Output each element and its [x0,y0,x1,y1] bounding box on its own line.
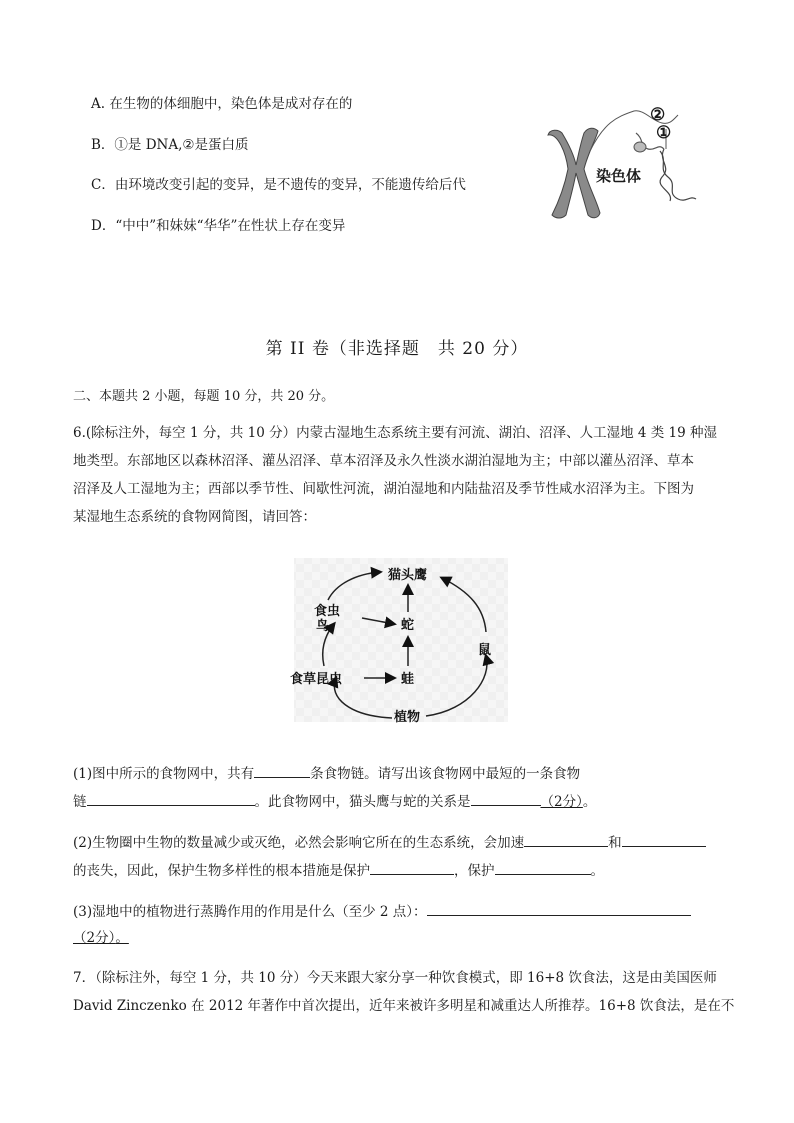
option-a: A. 在生物的体细胞中，染色体是成对存在的 [91,96,353,112]
answer-blank-protect-2[interactable] [495,860,591,875]
sub2-text-d: ，保护 [454,863,495,879]
sub2-text-a: (2)生物圈中生物的数量减少或灭绝，必然会影响它所在的生态系统，会加速 [73,835,525,851]
chromosome-label: 染色体 [596,167,642,185]
option-d: D．“中中”和妹妹“华华”在性状上存在变异 [91,218,346,234]
node-frog: 蛙 [401,672,415,687]
answer-blank-transpiration[interactable] [427,901,691,916]
node-insect: 食草昆虫 [290,672,343,687]
sub2-text-b: 和 [608,835,622,851]
section-subtitle: 二、本题共 2 小题，每题 10 分，共 20 分。 [73,389,335,404]
food-web-diagram [280,548,520,728]
sub3-line-1 [73,901,691,921]
sub1-text-c: 链 [73,794,87,810]
sub2-line-1 [73,832,706,852]
sub2-line-2 [73,860,604,880]
q6-line-2: 地类型。东部地区以森林沼泽、灌丛沼泽、草本沼泽及永久性淡水湖泊湿地为主；中部以灌丛沼泽、草本 [73,453,694,469]
node-mouse: 鼠 [478,643,492,658]
node-snake: 蛇 [401,618,415,633]
q7-line-2: David Zinczenko 在 2012 年著作中首次提出，近年来被许多明星和减重达人所推荐。16+8 饮食法，是在不 [73,998,735,1014]
answer-blank-protect-1[interactable] [370,860,454,875]
sub3-text-c: 。 [115,930,129,946]
node-bird-line1: 食虫 [314,604,341,619]
sub3-text-a: (3)湿地中的植物进行蒸腾作用的作用是什么（至少 2 点）： [73,904,427,920]
answer-blank-relation[interactable] [471,791,541,806]
chromosome-drawing [540,103,710,225]
q7-line-1: 7．（除标注外，每空 1 分，共 10 分）今天来跟大家分享一种饮食模式，即 16+8 饮食法，这是由美国医师 [73,970,717,986]
chromosome-figure [540,103,710,225]
mark-2: ② [650,105,666,125]
node-bird-line2: 鸟 [316,619,330,634]
sub2-text-c: 的丧失，因此，保护生物多样性的根本措施是保护 [73,863,370,879]
sub1-text-a: (1)图中所示的食物网中，共有 [73,766,255,782]
sub1-text-f: 。 [582,794,597,810]
answer-blank-chain-count[interactable] [254,763,310,778]
sub1-points: （2分） [540,794,583,810]
option-c: C．由环境改变引起的变异，是不遗传的变异，不能遗传给后代 [91,177,466,193]
answer-blank-shortest-chain[interactable] [87,791,255,806]
sub1-line-2 [73,791,596,811]
sub1-text-d: 。此食物网中，猫头鹰与蛇的关系是 [254,794,471,810]
answer-blank-loss-2[interactable] [622,832,706,847]
q6-line-4: 某湿地生态系统的食物网简图，请回答： [73,509,316,525]
section-title: 第 II 卷（非选择题 共 20 分） [265,339,529,359]
node-owl: 猫头鹰 [388,568,428,583]
answer-blank-loss-1[interactable] [524,832,608,847]
sub1-line-1 [73,763,580,783]
option-b: B．①是 DNA,②是蛋白质 [91,137,249,153]
sub1-text-b: 条食物链。请写出该食物网中最短的一条食物 [310,766,581,782]
sub3-line-2 [73,929,129,947]
q6-line-3: 沼泽及人工湿地为主；西部以季节性、间歇性河流，湖泊湿地和内陆盐沼及季节性咸水沼泽为主。下图为 [73,481,694,497]
node-plant: 植物 [394,710,421,725]
mark-1: ① [656,123,672,143]
sub2-text-e: 。 [590,863,604,879]
sub3-points: （2分） [73,930,116,946]
q6-line-1: 6.(除标注外，每空 1 分，共 10 分）内蒙古湿地生态系统主要有河流、湖泊、沼泽、人工湿地 4 类 19 种湿 [73,425,718,441]
